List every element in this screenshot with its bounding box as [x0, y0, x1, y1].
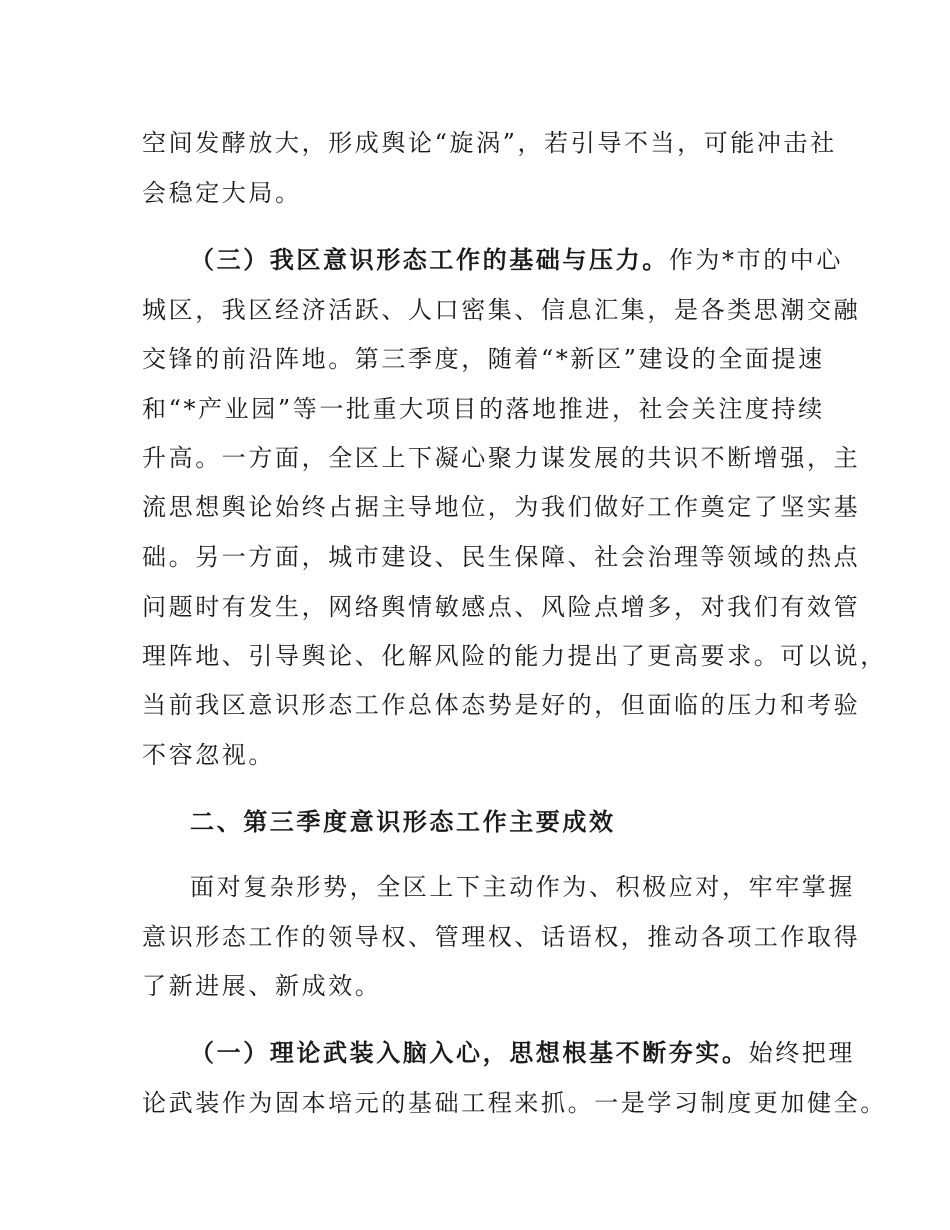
paragraph-line: 会稳定大局。 — [142, 179, 302, 207]
paragraph-line: 城区，我区经济活跃、人口密集、信息汇集，是各类思潮交融 — [142, 296, 861, 324]
paragraph-line: 问题时有发生，网络舆情敏感点、风险点增多，对我们有效管 — [142, 593, 861, 621]
paragraph-line: 不容忽视。 — [142, 741, 275, 769]
subsection-heading: （一）理论武装入脑入心，思想根基不断夯实。 — [190, 1039, 749, 1067]
paragraph-line: 空间发酵放大，形成舆论“旋涡”，若引导不当，可能冲击社 — [142, 129, 837, 157]
paragraph-line: 面对复杂形势，全区上下主动作为、积极应对，牢牢掌握 — [190, 873, 855, 901]
paragraph-line: 和“*产业园”等一批重大项目的落地推进，社会关注度持续 — [142, 395, 825, 423]
paragraph-text: 始终把理 — [748, 1039, 856, 1067]
paragraph-line: 交锋的前沿阵地。第三季度，随着“*新区”建设的全面提速 — [142, 345, 825, 373]
paragraph-line: 意识形态工作的领导权、管理权、话语权，推动各项工作取得 — [142, 923, 861, 951]
paragraph-line: 升高。一方面，全区上下凝心聚力谋发展的共识不断增强，主 — [142, 444, 861, 472]
paragraph-line: 当前我区意识形态工作总体态势是好的，但面临的压力和考验 — [142, 691, 861, 719]
paragraph-text: 作为*市的中心 — [668, 246, 844, 274]
paragraph-line: 流思想舆论始终占据主导地位，为我们做好工作奠定了坚实基 — [142, 493, 861, 521]
paragraph-line: 论武装作为固本培元的基础工程来抓。一是学习制度更加健全。 — [142, 1089, 887, 1117]
paragraph-first-line — [190, 1038, 890, 1068]
subsection-heading: （三）我区意识形态工作的基础与压力。 — [190, 246, 669, 274]
section-title: 二、第三季度意识形态工作主要成效 — [190, 808, 616, 836]
paragraph-line: 理阵地、引导舆论、化解风险的能力提出了更高要求。可以说， — [142, 642, 887, 670]
paragraph-line: 础。另一方面，城市建设、民生保障、社会治理等领域的热点 — [142, 543, 861, 571]
paragraph-line: 了新进展、新成效。 — [142, 972, 382, 1000]
paragraph-first-line — [190, 245, 890, 275]
